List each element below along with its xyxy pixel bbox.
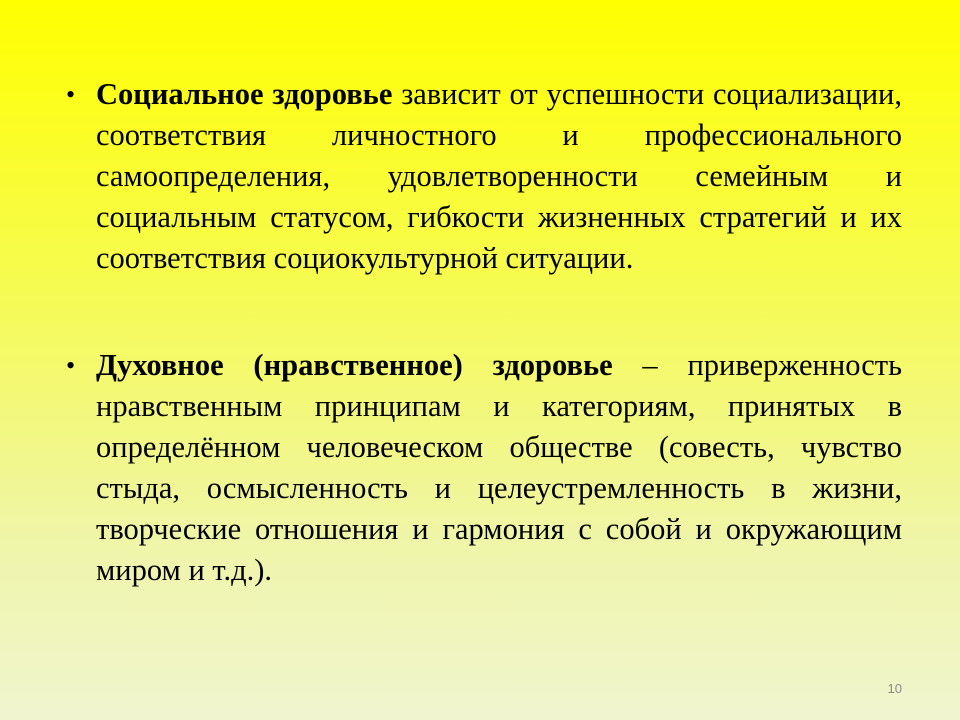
bullet-list	[60, 74, 902, 591]
bullet-marker: •	[66, 80, 76, 109]
bullet-spiritual-health	[60, 345, 902, 591]
definition-social-health: зависит от успешности социализации, соответствия личностного и профессионального самоопределения, удовлетворенности семейным и социальным статусом, гибкости жизненных стратегий и их соответствия социокультурной ситуации.	[96, 77, 902, 275]
bullet-social-health	[60, 74, 902, 279]
definition-spiritual-health: – приверженность нравственным принципам и категориям, принятых в определённом человеческом обществе (совесть, чувство стыда, осмысленность и целеустремленность в жизни, творческие отношения и гармония с собой и окружающим миром и т.д.).	[96, 348, 902, 587]
page-number: 10	[887, 681, 902, 696]
bullet-marker: •	[66, 351, 76, 380]
term-social-health: Социальное здоровье	[96, 77, 393, 111]
term-spiritual-health: Духовное (нравственное) здоровье	[96, 348, 613, 382]
